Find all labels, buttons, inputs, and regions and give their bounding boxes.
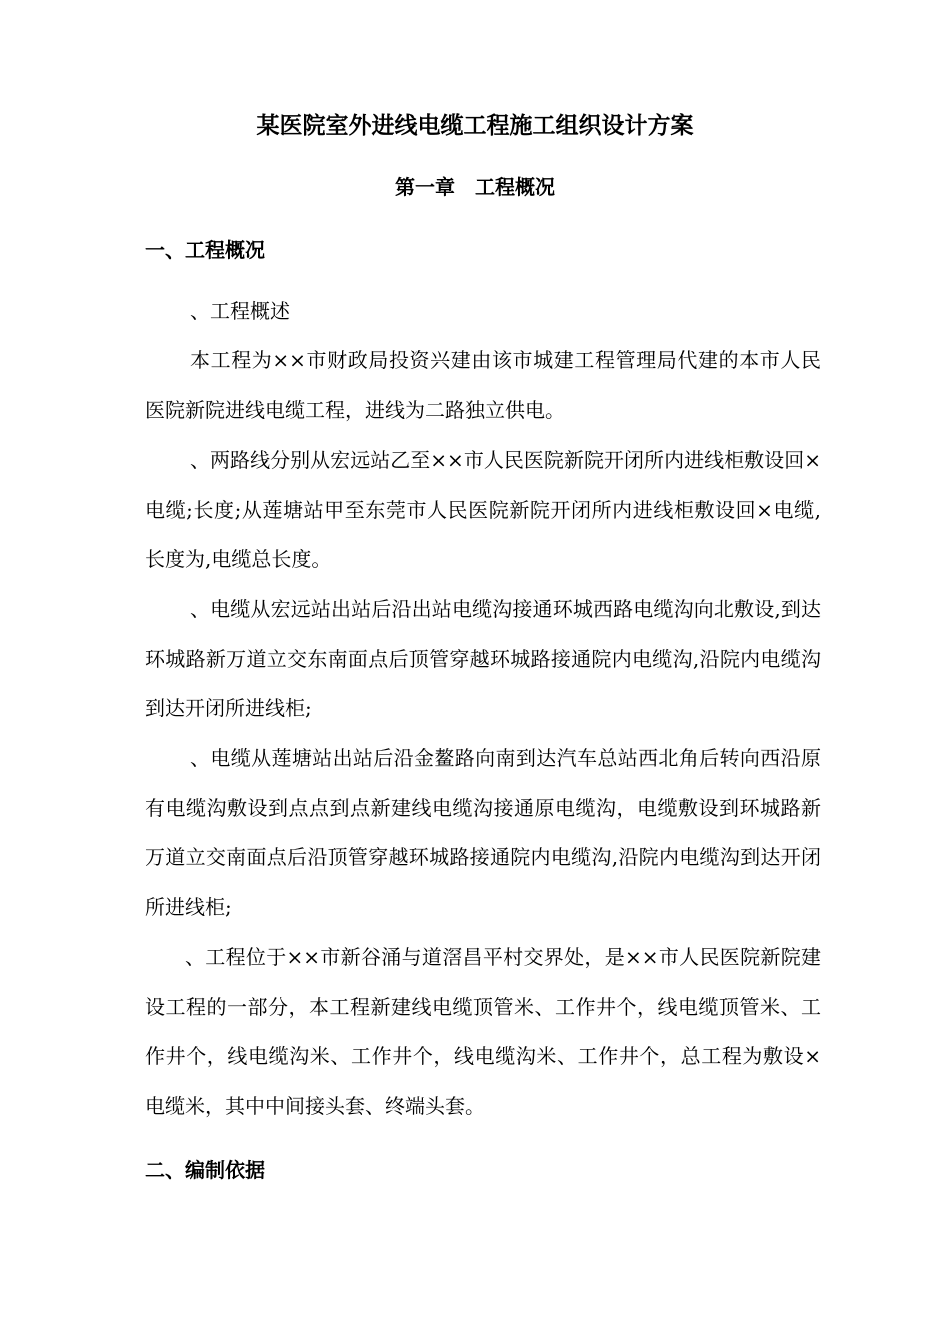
paragraph-cable-routes: 、两路线分别从宏远站乙至××市人民医院新院开闭所内进线柜敷设回×电缆;长度;从莲塘站甲至东莞市人民医院新院开闭所内进线柜敷设回×电缆,长度为,电缆总长度。 <box>145 448 821 571</box>
subsection-heading-summary: 、工程概述 <box>190 299 290 323</box>
section-heading-basis: 二、编制依据 <box>145 1158 265 1182</box>
paragraph-liantang-route: 、电缆从莲塘站出站后沿金鳌路向南到达汽车总站西北角后转向西沿原有电缆沟敷设到点点到点新建线电缆沟接通原电缆沟，电缆敷设到环城路新万道立交南面点后沿顶管穿越环城路接通院内电缆沟,沿院内电缆沟到达开闭所进线柜; <box>145 746 821 919</box>
chapter-title: 第一章 工程概况 <box>395 175 555 199</box>
paragraph-hongyuan-route: 、电缆从宏远站出站后沿出站电缆沟接通环城西路电缆沟向北敷设,到达环城路新万道立交东南面点后顶管穿越环城路接通院内电缆沟,沿院内电缆沟到达开闭所进线柜; <box>145 597 821 720</box>
paragraph-project-intro: 本工程为××市财政局投资兴建由该市城建工程管理局代建的本市人民医院新院进线电缆工程，进线为二路独立供电。 <box>145 348 821 422</box>
section-heading-overview: 一、工程概况 <box>145 238 265 262</box>
paragraph-project-location: 、工程位于××市新谷涌与道滘昌平村交界处，是××市人民医院新院建设工程的一部分，本工程新建线电缆顶管米、工作井个，线电缆顶管米、工作井个，线电缆沟米、工作井个，线电缆沟米、工作井个，总工程为敷设×电缆米，其中中间接头套、终端头套。 <box>145 945 821 1118</box>
document-title: 某医院室外进线电缆工程施工组织设计方案 <box>256 112 694 139</box>
